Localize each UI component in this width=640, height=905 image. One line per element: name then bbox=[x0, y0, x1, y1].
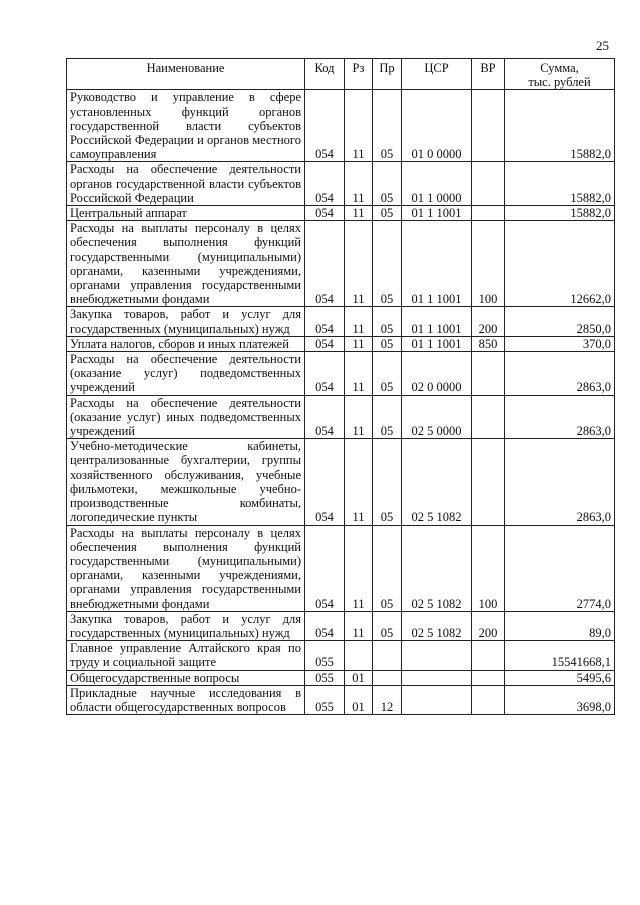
cell-vr bbox=[472, 162, 505, 206]
cell-vr: 100 bbox=[472, 525, 505, 611]
cell-csr: 01 1 1001 bbox=[402, 221, 472, 307]
table-row bbox=[67, 611, 615, 640]
cell-kod: 055 bbox=[305, 670, 345, 685]
cell-kod: 054 bbox=[305, 352, 345, 396]
cell-kod: 055 bbox=[305, 685, 345, 714]
cell-sum: 2774,0 bbox=[505, 525, 615, 611]
cell-rz: 11 bbox=[345, 307, 373, 336]
cell-pr: 05 bbox=[373, 221, 402, 307]
cell-rz: 11 bbox=[345, 162, 373, 206]
header-name: Наименование bbox=[67, 59, 305, 90]
cell-sum: 15541668,1 bbox=[505, 641, 615, 670]
page-number: 25 bbox=[596, 38, 609, 53]
cell-csr: 02 5 1082 bbox=[402, 439, 472, 525]
cell-rz: 11 bbox=[345, 221, 373, 307]
cell-csr: 01 1 1001 bbox=[402, 336, 472, 351]
cell-sum: 2863,0 bbox=[505, 439, 615, 525]
cell-vr: 100 bbox=[472, 221, 505, 307]
cell-sum: 2863,0 bbox=[505, 352, 615, 396]
table-header-row bbox=[67, 59, 615, 90]
cell-name: Главное управление Алтайского края по труду и социальной защите bbox=[67, 641, 305, 670]
cell-csr: 02 5 1082 bbox=[402, 611, 472, 640]
cell-kod: 055 bbox=[305, 641, 345, 670]
cell-sum: 15882,0 bbox=[505, 162, 615, 206]
table-row bbox=[67, 221, 615, 307]
cell-vr bbox=[472, 352, 505, 396]
cell-kod: 054 bbox=[305, 206, 345, 221]
cell-sum: 2863,0 bbox=[505, 395, 615, 439]
table-row bbox=[67, 307, 615, 336]
cell-csr bbox=[402, 641, 472, 670]
cell-csr: 02 5 0000 bbox=[402, 395, 472, 439]
header-csr: ЦСР bbox=[402, 59, 472, 90]
cell-csr bbox=[402, 685, 472, 714]
cell-csr: 02 0 0000 bbox=[402, 352, 472, 396]
header-sum-line2: тыс. рублей bbox=[528, 75, 591, 90]
cell-kod: 054 bbox=[305, 90, 345, 162]
table-row bbox=[67, 525, 615, 611]
cell-name: Руководство и управление в сфере установленных функций органов государственной власти субъектов Российской Федерации и органов местного самоуправления bbox=[67, 90, 305, 162]
cell-kod: 054 bbox=[305, 611, 345, 640]
cell-sum: 2850,0 bbox=[505, 307, 615, 336]
cell-sum: 15882,0 bbox=[505, 206, 615, 221]
table-row bbox=[67, 336, 615, 351]
cell-csr: 01 1 0000 bbox=[402, 162, 472, 206]
cell-kod: 054 bbox=[305, 395, 345, 439]
header-kod: Код bbox=[305, 59, 345, 90]
cell-name: Расходы на обеспечение деятельности (оказание услуг) иных подведомственных учреждений bbox=[67, 395, 305, 439]
cell-vr bbox=[472, 90, 505, 162]
cell-rz bbox=[345, 641, 373, 670]
header-sum bbox=[505, 59, 615, 90]
cell-sum: 3698,0 bbox=[505, 685, 615, 714]
cell-rz: 01 bbox=[345, 670, 373, 685]
table-row bbox=[67, 162, 615, 206]
header-sum-line1: Сумма, bbox=[540, 61, 579, 75]
cell-rz: 01 bbox=[345, 685, 373, 714]
cell-vr: 200 bbox=[472, 307, 505, 336]
cell-kod: 054 bbox=[305, 307, 345, 336]
cell-rz: 11 bbox=[345, 336, 373, 351]
cell-name: Учебно-методические кабинеты, централизованные бухгалтерии, группы хозяйственного обслуживания, учебные фильмотеки, межшкольные учебно-производственные комбинаты, логопедические пункты bbox=[67, 439, 305, 525]
cell-sum: 370,0 bbox=[505, 336, 615, 351]
cell-rz: 11 bbox=[345, 206, 373, 221]
table-row bbox=[67, 641, 615, 670]
table-row bbox=[67, 685, 615, 714]
cell-pr: 05 bbox=[373, 307, 402, 336]
cell-vr bbox=[472, 670, 505, 685]
cell-pr: 12 bbox=[373, 685, 402, 714]
cell-pr: 05 bbox=[373, 162, 402, 206]
cell-csr bbox=[402, 670, 472, 685]
cell-rz: 11 bbox=[345, 525, 373, 611]
cell-pr: 05 bbox=[373, 611, 402, 640]
cell-name: Центральный аппарат bbox=[67, 206, 305, 221]
cell-csr: 01 0 0000 bbox=[402, 90, 472, 162]
cell-vr bbox=[472, 685, 505, 714]
cell-sum: 15882,0 bbox=[505, 90, 615, 162]
cell-rz: 11 bbox=[345, 611, 373, 640]
cell-name: Прикладные научные исследования в области общегосударственных вопросов bbox=[67, 685, 305, 714]
cell-pr: 05 bbox=[373, 525, 402, 611]
header-rz: Рз bbox=[345, 59, 373, 90]
table-row bbox=[67, 206, 615, 221]
cell-kod: 054 bbox=[305, 221, 345, 307]
cell-kod: 054 bbox=[305, 162, 345, 206]
cell-kod: 054 bbox=[305, 336, 345, 351]
cell-rz: 11 bbox=[345, 352, 373, 396]
cell-vr: 200 bbox=[472, 611, 505, 640]
cell-pr: 05 bbox=[373, 352, 402, 396]
cell-csr: 02 5 1082 bbox=[402, 525, 472, 611]
cell-vr bbox=[472, 395, 505, 439]
cell-rz: 11 bbox=[345, 395, 373, 439]
cell-name: Закупка товаров, работ и услуг для государственных (муниципальных) нужд bbox=[67, 307, 305, 336]
cell-csr: 01 1 1001 bbox=[402, 307, 472, 336]
cell-vr bbox=[472, 439, 505, 525]
cell-rz: 11 bbox=[345, 90, 373, 162]
cell-pr: 05 bbox=[373, 336, 402, 351]
table-row bbox=[67, 670, 615, 685]
cell-csr: 01 1 1001 bbox=[402, 206, 472, 221]
cell-kod: 054 bbox=[305, 439, 345, 525]
cell-pr bbox=[373, 641, 402, 670]
cell-name: Уплата налогов, сборов и иных платежей bbox=[67, 336, 305, 351]
cell-name: Закупка товаров, работ и услуг для государственных (муниципальных) нужд bbox=[67, 611, 305, 640]
table-row bbox=[67, 352, 615, 396]
cell-pr: 05 bbox=[373, 395, 402, 439]
cell-name: Расходы на выплаты персоналу в целях обеспечения выполнения функций государственными (муниципальными) органами, казенными учреждениями, органами управления государственными внебюджетными фондами bbox=[67, 525, 305, 611]
cell-kod: 054 bbox=[305, 525, 345, 611]
header-pr: Пр bbox=[373, 59, 402, 90]
cell-name: Общегосударственные вопросы bbox=[67, 670, 305, 685]
cell-vr: 850 bbox=[472, 336, 505, 351]
table-row bbox=[67, 90, 615, 162]
cell-name: Расходы на обеспечение деятельности (оказание услуг) подведомственных учреждений bbox=[67, 352, 305, 396]
budget-table bbox=[66, 58, 615, 715]
cell-name: Расходы на выплаты персоналу в целях обеспечения выполнения функций государственными (муниципальными) органами, казенными учреждениями, органами управления государственными внебюджетными фондами bbox=[67, 221, 305, 307]
header-vr: ВР bbox=[472, 59, 505, 90]
cell-pr bbox=[373, 670, 402, 685]
cell-sum: 89,0 bbox=[505, 611, 615, 640]
cell-vr bbox=[472, 641, 505, 670]
cell-pr: 05 bbox=[373, 439, 402, 525]
cell-rz: 11 bbox=[345, 439, 373, 525]
table-row bbox=[67, 439, 615, 525]
table-row bbox=[67, 395, 615, 439]
cell-sum: 5495,6 bbox=[505, 670, 615, 685]
cell-sum: 12662,0 bbox=[505, 221, 615, 307]
cell-pr: 05 bbox=[373, 90, 402, 162]
cell-vr bbox=[472, 206, 505, 221]
cell-pr: 05 bbox=[373, 206, 402, 221]
cell-name: Расходы на обеспечение деятельности органов государственной власти субъектов Российской Федерации bbox=[67, 162, 305, 206]
